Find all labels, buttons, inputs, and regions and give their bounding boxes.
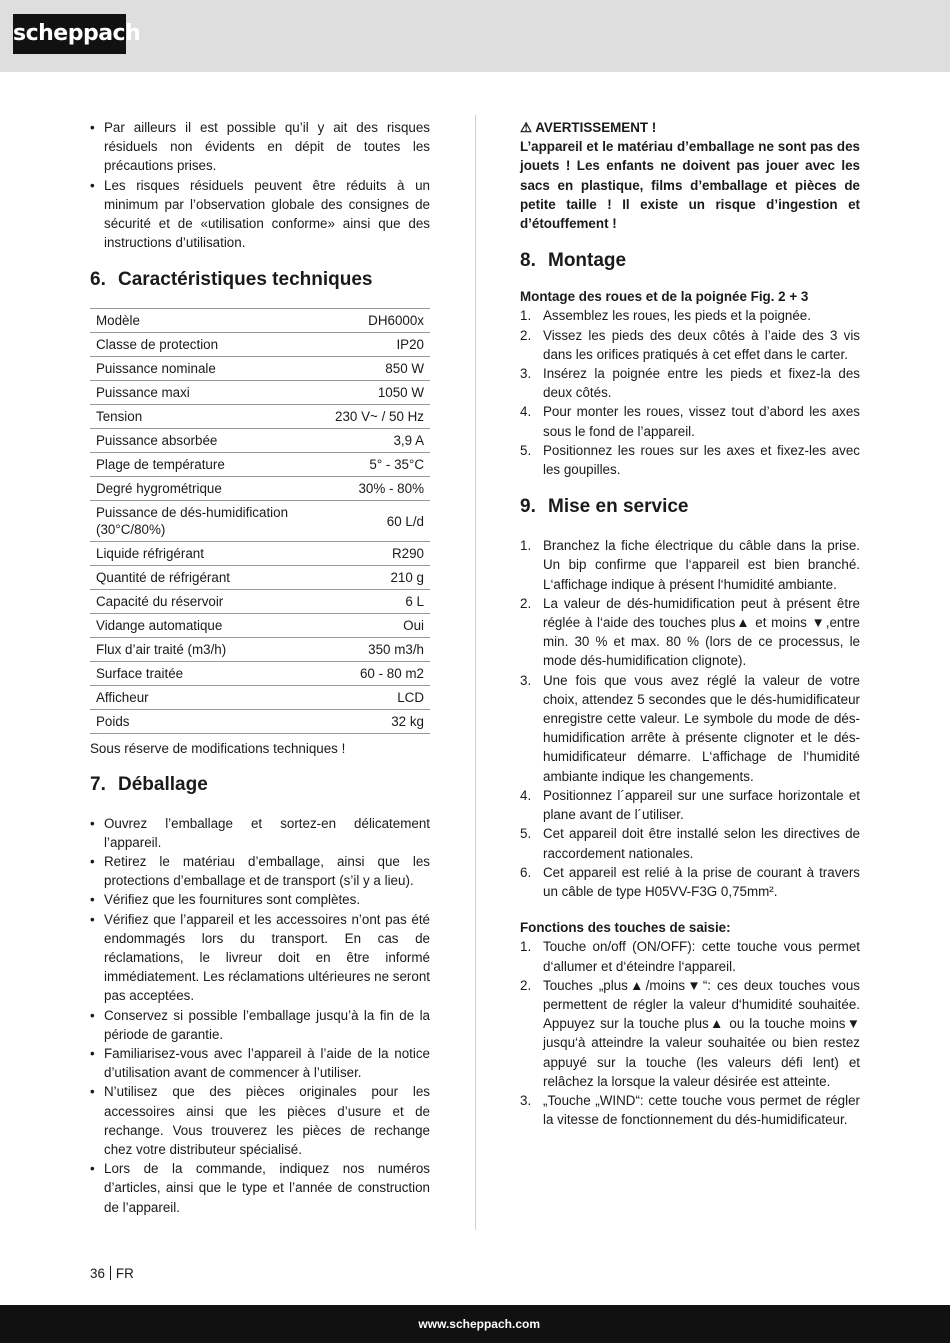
spec-value: LCD: [329, 686, 430, 710]
spec-label: Flux d’air traité (m3/h): [90, 638, 329, 662]
spec-value: 850 W: [329, 357, 430, 381]
section-title: Mise en service: [548, 496, 689, 518]
mount-subheading: Montage des roues et de la poignée Fig. 2 + 3: [520, 289, 809, 305]
list-item: • N’utilisez que des pièces originales pour les accessoires ainsi que les pièces d’usure et de rechange. Vous trouverez les pièces de rechange chez votre distributeur spécialisé.: [90, 1082, 430, 1159]
spec-value: 1050 W: [329, 381, 430, 405]
spec-note: Sous réserve de modifications techniques !: [90, 741, 346, 757]
intro-bullet-list: [90, 118, 430, 252]
warning-text: L’appareil et le matériau d’emballage ne sont pas des jouets ! Les enfants ne doivent pas jouer avec les sacs en plastique, films d’emballage et pièces de petite taille ! Il existe un risque d’ingestion et d’étouffement !: [520, 139, 860, 232]
step-number: 4.: [520, 404, 532, 420]
step-number: 2.: [520, 595, 532, 611]
step-text: Cet appareil doit être installé selon les directives de raccordement nationales.: [543, 826, 860, 861]
list-item: [520, 976, 860, 1091]
list-item: [520, 824, 860, 862]
mount-steps-list: [520, 306, 860, 479]
step-number: 1.: [520, 538, 532, 554]
spec-table: [90, 308, 430, 734]
page-header: [0, 0, 950, 72]
spec-value: IP20: [329, 333, 430, 357]
step-number: 3.: [520, 672, 532, 688]
spec-value: 60 L/d: [329, 501, 430, 542]
section-8-heading: [520, 249, 860, 273]
list-item: [520, 863, 860, 901]
step-text: Positionnez l´appareil sur une surface horizontale et plane avant de l´utiliser.: [543, 787, 860, 823]
step-number: 6.: [520, 864, 532, 880]
list-item: [520, 671, 860, 786]
spec-row: [90, 453, 430, 477]
keys-subheading: Fonctions des touches de saisie:: [520, 920, 731, 936]
step-text: Une fois que vous avez réglé la valeur de votre choix, attendez 5 secondes que le dés-humidificateur enregistre cette valeur. Le symbole du mode de dés-humidification arrête à présente clignoter et le dés-humidificateur démarre. L‘affichage de l‘humidité ambiante indique les changements.: [543, 672, 860, 784]
list-item: • Vérifiez que les fournitures sont complètes.: [90, 890, 430, 909]
list-item: • Par ailleurs il est possible qu’il y ait des risques résiduels non évidents en dépit de toutes les précautions prises.: [90, 118, 430, 176]
spec-row: [90, 566, 430, 590]
list-item: [520, 937, 860, 975]
spec-row: [90, 590, 430, 614]
unpack-bullet-list: [90, 814, 430, 1217]
list-item: [520, 786, 860, 824]
section-6-heading: [90, 268, 430, 292]
section-7-heading: [90, 773, 430, 797]
step-text: Assemblez les roues, les pieds et la poignée.: [543, 308, 811, 324]
spec-value: 230 V~ / 50 Hz: [329, 405, 430, 429]
step-text: Branchez la fiche électrique du câble dans la prise. Un bip confirme que l‘appareil est bien branché. L‘affichage indique à présent l‘humidité ambiante.: [543, 538, 860, 592]
spec-label: Capacité du réservoir: [90, 590, 329, 614]
step-text: Vissez les pieds des deux côtés à l’aide des 3 vis dans les orifices pratiqués à cet effet dans le carter.: [543, 327, 860, 362]
step-number: 3.: [520, 1092, 532, 1108]
column-divider: [475, 115, 476, 1230]
step-text: Positionnez les roues sur les axes et fixez-les avec les goupilles.: [543, 442, 860, 478]
spec-row: [90, 662, 430, 686]
spec-label: Puissance maxi: [90, 381, 329, 405]
step-text: „Touche „WIND“: cette touche vous permet de régler la vitesse de fonctionnement du dés-humidificateur.: [543, 1092, 860, 1128]
spec-value: 3,9 A: [329, 429, 430, 453]
spec-label: Surface traitée: [90, 662, 329, 686]
spec-row: [90, 381, 430, 405]
spec-value: 350 m3/h: [329, 638, 430, 662]
spec-row: [90, 309, 430, 333]
spec-label: Degré hygrométrique: [90, 477, 329, 501]
spec-value: 210 g: [329, 566, 430, 590]
left-column: [90, 118, 430, 1217]
step-text: Cet appareil est relié à la prise de courant à travers un câble de type H05VV-F3G 0,75mm².: [543, 864, 860, 899]
spec-row: [90, 477, 430, 501]
section-number: 9.: [520, 496, 536, 518]
spec-label: Classe de protection: [90, 333, 329, 357]
list-item: • Les risques résiduels peuvent être réduits à un minimum par l’observation globale des consignes de sécurité et de «utilisation conforme» ainsi que des instructions d’utilisation.: [90, 176, 430, 253]
step-text: Touches „plus▲/moins▼“: ces deux touches vous permettent de régler la valeur d‘humidité souhaitée. Appuyez sur la touche plus▲ ou la touche moins▼ jusqu‘à atteindre la valeur souhaitée ou bien restez appuyé sur la touche (les valeurs défi lent) et relâchez la lorsque la valeur désirée est atteinte.: [543, 977, 860, 1089]
spec-label: Afficheur: [90, 686, 329, 710]
spec-value: 5° - 35°C: [329, 453, 430, 477]
spec-value: R290: [329, 542, 430, 566]
step-number: 1.: [520, 939, 532, 955]
section-title: Déballage: [118, 773, 208, 795]
spec-label: Puissance absorbée: [90, 429, 329, 453]
spec-label: Vidange automatique: [90, 614, 329, 638]
list-item: [520, 364, 860, 402]
page-separator: [110, 1266, 111, 1280]
spec-row: [90, 638, 430, 662]
spec-label: Puissance nominale: [90, 357, 329, 381]
step-text: Insérez la poignée entre les pieds et fixez-la des deux côtés.: [543, 366, 860, 401]
spec-label: Modèle: [90, 309, 329, 333]
language-code: FR: [115, 1266, 134, 1281]
spec-label: Liquide réfrigérant: [90, 542, 329, 566]
step-number: 5.: [520, 826, 532, 842]
spec-row: [90, 501, 430, 542]
spec-value: DH6000x: [329, 309, 430, 333]
page-footer: [0, 1305, 950, 1343]
spec-label: Puissance de dés-humidification (30°C/80%): [90, 501, 329, 542]
spec-row: [90, 429, 430, 453]
section-number: 8.: [520, 250, 536, 272]
website-link[interactable]: www.scheppach.com: [418, 1317, 540, 1331]
step-number: 5.: [520, 442, 532, 458]
spec-row: [90, 686, 430, 710]
section-number: 6.: [90, 269, 106, 291]
spec-row: [90, 357, 430, 381]
scheppach-logo: scheppach: [13, 14, 126, 54]
section-title: Montage: [548, 250, 627, 272]
warning-title: ⚠ AVERTISSEMENT !: [520, 120, 657, 135]
spec-row: [90, 333, 430, 357]
spec-label: Quantité de réfrigérant: [90, 566, 329, 590]
list-item: • Vérifiez que l’appareil et les accessoires n’ont pas été endommagés lors du transport. En cas de réclamations, le livreur doit en être informé immédiatement. Les réclamations ultérieures ne seront pas acceptées.: [90, 910, 430, 1006]
step-text: La valeur de dés-humidification peut à présent être réglée à l‘aide des touches plus▲ et moins ▼,entre min. 30 % et max. 80 % (lors de ce processus, le mode dés-humidification clignote).: [543, 595, 860, 669]
section-number: 7.: [90, 773, 106, 795]
list-item: [520, 306, 860, 325]
list-item: • Lors de la commande, indiquez nos numéros d’articles, ainsi que le type et l’année de construction de l’appareil.: [90, 1159, 430, 1217]
spec-value: Oui: [329, 614, 430, 638]
spec-value: 60 - 80 m2: [329, 662, 430, 686]
page-number-value: 36: [90, 1266, 105, 1281]
spec-row: [90, 542, 430, 566]
spec-row: [90, 405, 430, 429]
spec-value: 30% - 80%: [329, 477, 430, 501]
list-item: • Conservez si possible l’emballage jusqu’à la fin de la période de garantie.: [90, 1006, 430, 1044]
step-text: Pour monter les roues, vissez tout d’abord les axes sous le fond de l’appareil.: [543, 404, 860, 439]
spec-label: Tension: [90, 405, 329, 429]
spec-label: Plage de température: [90, 453, 329, 477]
spec-value: 32 kg: [329, 710, 430, 734]
list-item: • Retirez le matériau d’emballage, ainsi que les protections d’emballage et de transport (s’il y a lieu).: [90, 852, 430, 890]
page-number: [90, 1266, 134, 1281]
section-9-heading: [520, 495, 860, 519]
service-steps-list: [520, 536, 860, 901]
section-title: Caractéristiques techniques: [118, 269, 373, 291]
list-item: [520, 594, 860, 671]
spec-row: [90, 710, 430, 734]
list-item: • Familiarisez-vous avec l’appareil à l’aide de la notice d’utilisation avant de commencer à l’utiliser.: [90, 1044, 430, 1082]
step-number: 2.: [520, 977, 532, 993]
spec-label: Poids: [90, 710, 329, 734]
step-text: Touche on/off (ON/OFF): cette touche vous permet d‘allumer et d‘éteindre l‘appareil.: [543, 939, 860, 974]
step-number: 1.: [520, 308, 532, 324]
spec-value: 6 L: [329, 590, 430, 614]
list-item: [520, 326, 860, 364]
spec-row: [90, 614, 430, 638]
step-number: 4.: [520, 787, 532, 803]
step-number: 2.: [520, 327, 532, 343]
list-item: [520, 536, 860, 594]
list-item: [520, 402, 860, 440]
list-item: [520, 1091, 860, 1129]
right-column: [520, 118, 860, 1129]
step-number: 3.: [520, 366, 532, 382]
keys-steps-list: [520, 937, 860, 1129]
list-item: • Ouvrez l’emballage et sortez-en délicatement l’appareil.: [90, 814, 430, 852]
list-item: [520, 441, 860, 479]
